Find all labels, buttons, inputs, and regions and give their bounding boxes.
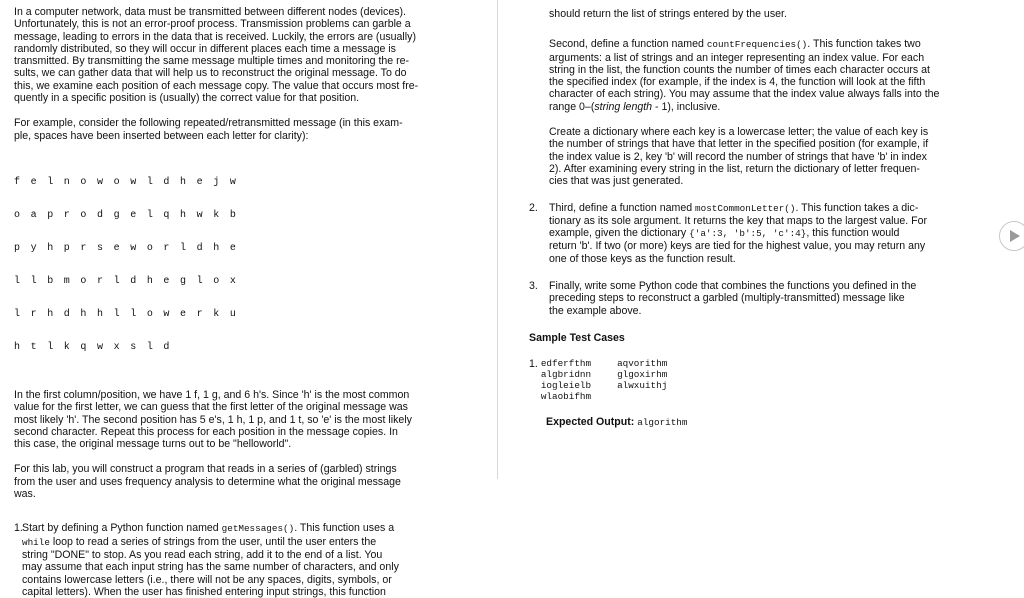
code-dictionary-example: {'a':3, 'b':5, 'c':4}: [689, 228, 807, 240]
expected-output-label: Expected Output:: [546, 416, 635, 429]
step-1-continuation: should return the list of strings entered by the user.: [549, 8, 787, 20]
test-case-input-col-1: edferfthm algbridnn iogleielb wlaobifhm: [540, 358, 592, 403]
step-number: 1.: [14, 522, 23, 535]
code-count-frequencies: countFrequencies(): [706, 39, 808, 51]
next-page-button[interactable]: [999, 221, 1024, 251]
code-most-common-letter: mostCommonLetter(): [695, 202, 796, 214]
chevron-right-icon: [1010, 230, 1020, 242]
message-row: h t l k q w x s l d: [14, 341, 172, 353]
intro-paragraph: In a computer network, data must be transmitted between different nodes (devices). Unfortunately, this is not an error-proof process. Transmission problems can garble a message, leading to errors in the data that is received. Luckily, the errors are (usually) randomly distributed, so they will occur in different places each time a message is transmitted. By transmitting the same message multiple times and monitoring the re- sults, we can gather data that will help us to reconstruct the original message. To do this, we examine each position of each message copy. The value that occurs most fre- quently in a specific position is (usually) the correct value for that position.: [14, 6, 419, 105]
column-divider: [497, 0, 498, 479]
test-case-input-col-2: aqvorithm glgoxirhm alwxuithj: [617, 358, 668, 392]
step-number: 3.: [529, 280, 538, 293]
message-grid: [14, 155, 462, 375]
code-get-messages: getMessages(): [221, 523, 295, 535]
expected-output-value: algorithm: [637, 417, 688, 429]
right-column: [529, 0, 971, 430]
test-case-1: [529, 358, 971, 402]
message-row: p y h p r s e w o r l d h e: [14, 242, 239, 254]
analysis-paragraph: In the first column/position, we have 1 f, 1 g, and 6 h's. Since 'h' is the most common value for the first letter, we can guess that the first letter of the original message was most likely 'h'. The second position has 5 e's, 1 h, 1 p, and 1 t, so 'e' is the most likely second character. Repeat this process for each position in the message copies. In this case, the original message turns out to be "helloworld".: [14, 388, 412, 451]
example-paragraph: For example, consider the following repeated/retransmitted message (in this exam- ple, spaces have been inserted between each letter for clarity):: [14, 117, 403, 142]
step-1: 1. Start by defining a Python function named getMessages(). This function uses a while loop to read a series of strings from the user, until the user enters the string "DONE" to stop. As you read each string, add it to the end of a list. You may assume that each input string has the same number of characters, and only contains lowercase letters (i.e., there will not be any spaces, digits, symbols, or capital letters). When the user has finished entering input strings, this function: [14, 522, 399, 598]
sample-test-cases-heading: Sample Test Cases: [529, 331, 625, 344]
message-row: f e l n o w o w l d h e j w: [14, 176, 239, 188]
message-row: l r h d h h l l o w e r k u: [14, 308, 239, 320]
dictionary-paragraph: Create a dictionary where each key is a lowercase letter; the value of each key is the number of strings that have that letter in the specified position (for example, if the index value is 2, key 'b' will record the number of strings that have 'b' in index 2). After examining every string in the list, return the dictionary of letter frequen- cies that was just generated.: [549, 126, 929, 188]
message-row: o a p r o d g e l q h w k b: [14, 209, 239, 221]
left-column: [14, 0, 462, 598]
lab-paragraph: For this lab, you will construct a program that reads in a series of (garbled) strings from the user and uses frequency analysis to determine what the original message was.: [14, 463, 401, 501]
step-2: Second, define a function named countFrequencies(). This function takes two arguments: a list of strings and an integer representing an index value. For each string in the list, the function counts the number of times each character occurs at the specified index (for example, if the index is 4, the function will look at the fifth character of each string). You may assume that the index value always falls into the range 0–(string length - 1), inclusive. Create a dictionary where each key is a lowercase letter; the value of each key is the number of strings that have that letter in the specified position (for example, if the index value is 2, key 'b' will record the number of strings that have 'b' in index 2). After examining every string in the list, return the dictionary of letter frequen- cies that was just generated.: [529, 38, 971, 187]
step-number: 2.: [529, 201, 538, 214]
step-4: 3. Finally, write some Python code that combines the functions you defined in the preceding steps to reconstruct a garbled (multiply-transmitted) message like the example above.: [529, 280, 917, 317]
code-while: while: [22, 536, 50, 548]
step-3: 2. Third, define a function named mostCommonLetter(). This function takes a dic- tionary as its sole argument. It returns the key that maps to the largest value. For example, given the dictionary {'a':3, 'b':5, 'c':4}, this function would return 'b'. If two (or more) keys are tied for the highest value, you may return any one of those keys as the function result.: [529, 201, 928, 265]
expected-output: [529, 416, 971, 429]
message-row: l l b m o r l d h e g l o x: [14, 275, 239, 287]
test-case-number: 1.: [529, 358, 538, 371]
